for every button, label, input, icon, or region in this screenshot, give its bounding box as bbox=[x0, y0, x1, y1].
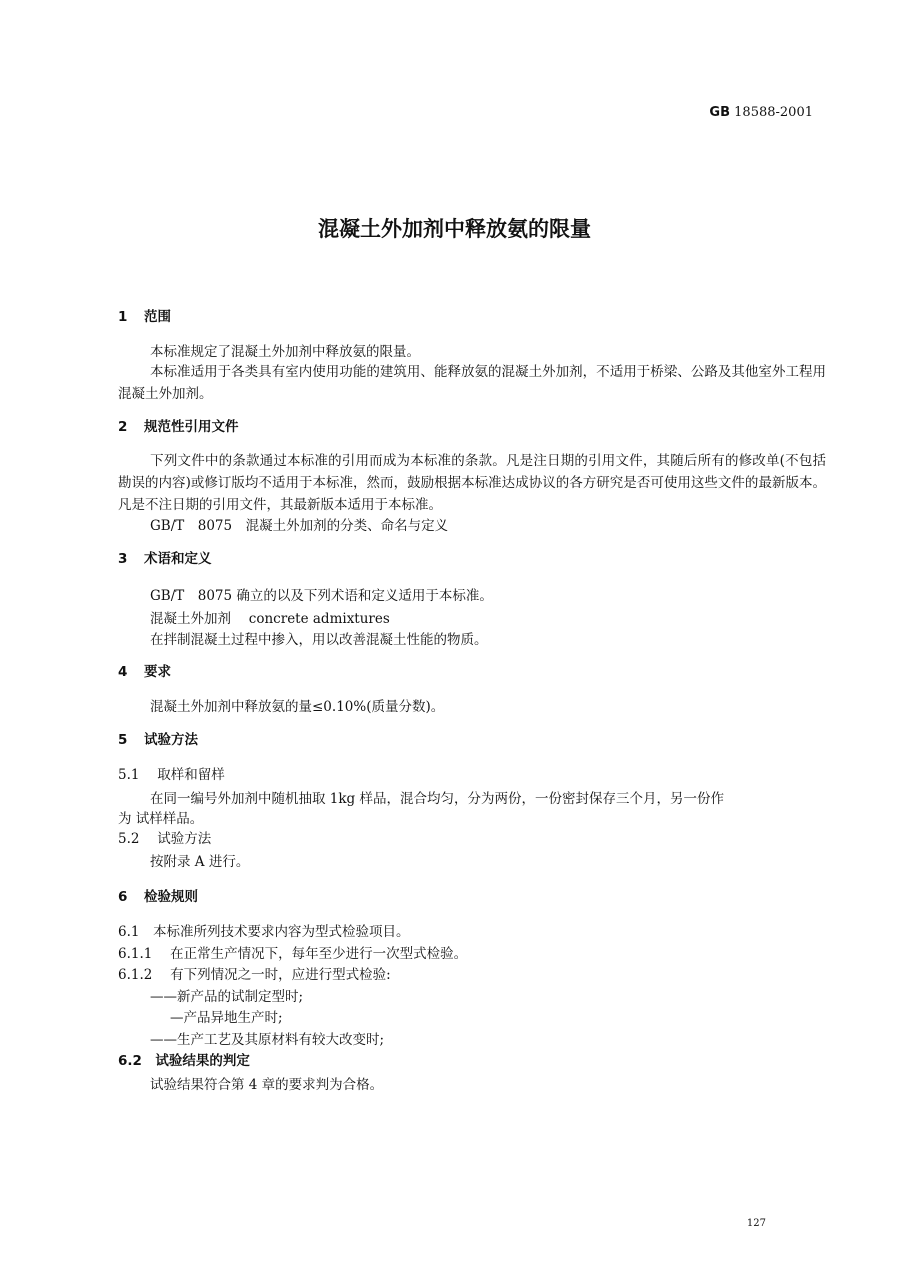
section-number: 1 bbox=[118, 309, 128, 325]
clause-6-1: 6.1 本标准所列技术要求内容为型式检验项目。 bbox=[118, 924, 410, 940]
section-6-heading: 6 检验规则 bbox=[118, 889, 198, 905]
subsection-6-2-text: 试验结果符合第 4 章的要求判为合格。 bbox=[150, 1077, 384, 1093]
section-1-paragraph-2: 本标准适用于各类具有室内使用功能的建筑用、能释放氨的混凝土外加剂，不适用于桥梁、公路及其他室外工程用混凝土外加剂。 bbox=[118, 364, 826, 402]
standard-prefix: GB bbox=[709, 105, 731, 120]
section-4-heading: 4 要求 bbox=[118, 664, 171, 680]
term-entry: 混凝土外加剂 concrete admixtures bbox=[150, 611, 390, 627]
subsection-5-1-heading: 5.1 取样和留样 bbox=[118, 767, 225, 783]
term-definition: 在拌制混凝土过程中掺入，用以改善混凝土性能的物质。 bbox=[150, 632, 488, 648]
normative-reference: GB/T 8075 混凝土外加剂的分类、命名与定义 bbox=[150, 518, 449, 534]
subsection-5-2-heading: 5.2 试验方法 bbox=[118, 831, 212, 847]
section-3-heading: 3 术语和定义 bbox=[118, 551, 212, 567]
subsection-6-2-heading: 6.2 试验结果的判定 bbox=[118, 1053, 250, 1069]
section-2-paragraph-1: 下列文件中的条款通过本标准的引用而成为本标准的条款。凡是注日期的引用文件，其随后所有的修改单(不包括勘误的内容)或修订版均不适用于本标准，然而，鼓励根据本标准达成协议的各方研究是否可使用这些文件的最新版本。凡是不注日期的引用文件，其最新版本适用于本标准。 bbox=[118, 453, 826, 513]
section-2-heading: 2 规范性引用文件 bbox=[118, 419, 239, 435]
subsection-5-1-line-2: 为 试样样品。 bbox=[118, 811, 204, 827]
standard-number: 18588-2001 bbox=[734, 105, 813, 120]
subsection-5-1-line-1: 在同一编号外加剂中随机抽取 1kg 样品，混合均匀，分为两份，一份密封保存三个月，另一份作 bbox=[150, 791, 724, 807]
list-item-3: ——生产工艺及其原材料有较大改变时; bbox=[150, 1032, 385, 1048]
list-item-2: —产品异地生产时; bbox=[170, 1010, 283, 1026]
standard-code bbox=[709, 105, 813, 120]
subsection-5-2-text: 按附录 A 进行。 bbox=[150, 854, 250, 870]
section-title: 范围 bbox=[144, 309, 171, 325]
list-item-1: ——新产品的试制定型时; bbox=[150, 989, 304, 1005]
clause-6-1-2: 6.1.2 有下列情况之一时，应进行型式检验: bbox=[118, 967, 391, 983]
section-5-heading: 5 试验方法 bbox=[118, 732, 198, 748]
section-1-heading bbox=[118, 305, 171, 325]
clause-6-1-1: 6.1.1 在正常生产情况下，每年至少进行一次型式检验。 bbox=[118, 946, 468, 962]
section-4-paragraph-1: 混凝土外加剂中释放氨的量≤0.10%(质量分数)。 bbox=[150, 699, 445, 715]
section-3-paragraph-1: GB/T 8075 确立的以及下列术语和定义适用于本标准。 bbox=[150, 588, 493, 604]
page-title: 混凝土外加剂中释放氨的限量 bbox=[318, 217, 591, 241]
section-1-paragraph-1: 本标准规定了混凝土外加剂中释放氨的限量。 bbox=[150, 344, 420, 360]
page-number: 127 bbox=[746, 1218, 766, 1229]
